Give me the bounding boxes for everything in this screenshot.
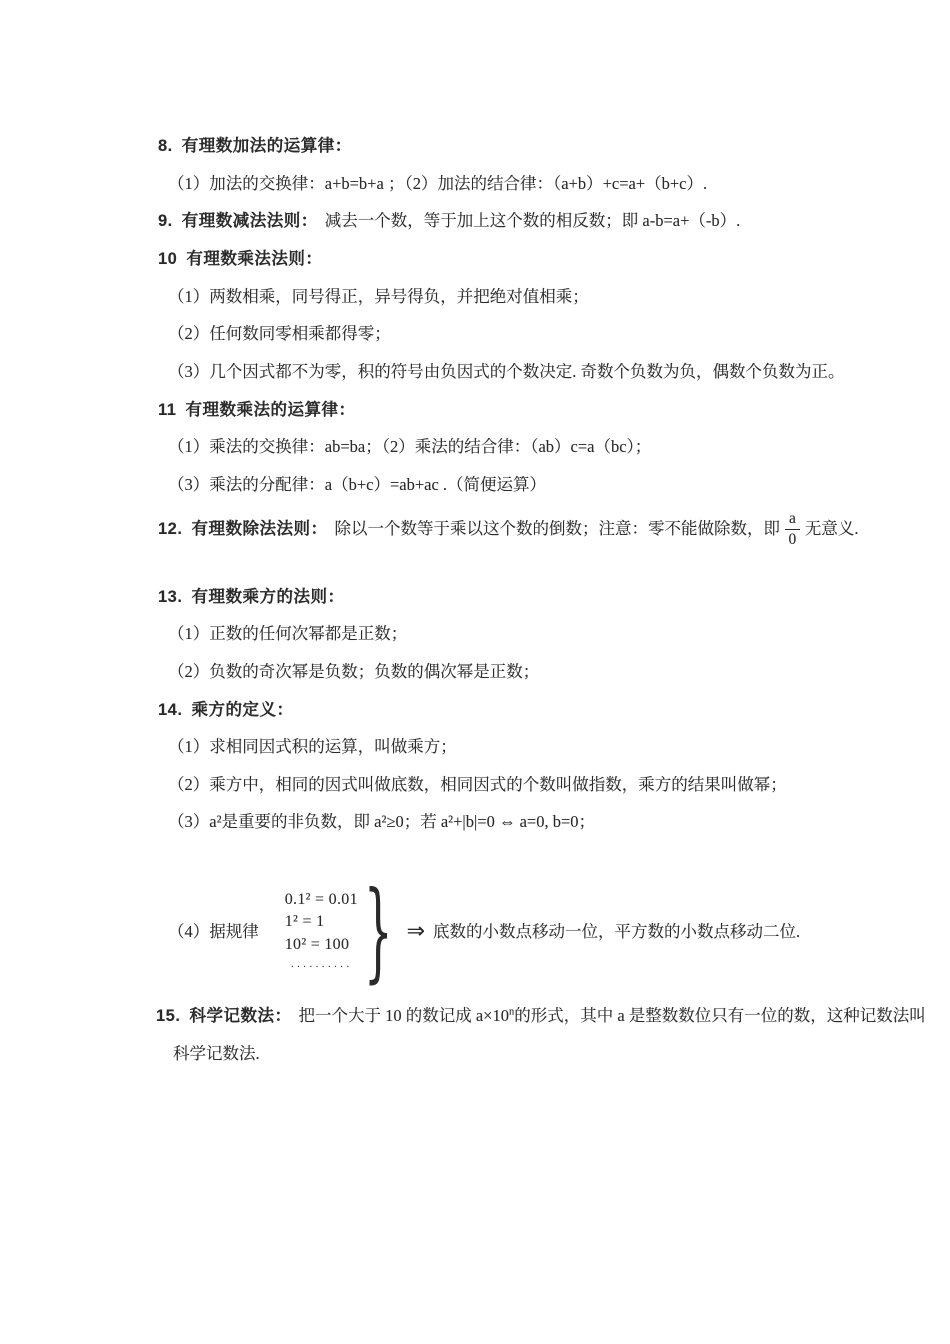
note-item-10-sub-2: [168, 324, 391, 345]
note-item-15: [156, 1006, 926, 1027]
equation-line: 10² = 100: [284, 935, 350, 953]
item-text: （2）任何数同零相乘都得零；: [168, 324, 391, 343]
item-text: 减去一个数，等于加上这个数的相反数；即 a-b=a+（-b）.: [324, 211, 741, 230]
item-heading: 有理数乘方的法则：: [191, 588, 345, 606]
item-number: 9.: [158, 212, 173, 230]
note-item-10-sub-3: [168, 362, 845, 383]
note-item-14-sub-2: [168, 775, 787, 796]
note-item-13: [158, 587, 351, 608]
item-number: 13.: [158, 588, 183, 606]
item-heading: 有理数乘法法则：: [186, 250, 323, 268]
item-number: 8.: [158, 137, 173, 155]
fraction-denominator: 0: [788, 530, 797, 548]
item-heading: 有理数减法法则：: [181, 212, 318, 230]
item-text: （3）a²是重要的非负数，即 a²≥0；若 a²+|b|=0 ⇔ a=0, b=0；: [168, 812, 596, 831]
item-text: 的形式，其中 a 是整数数位只有一位的数，这种记数法叫: [514, 1006, 926, 1025]
note-item-11: [158, 400, 362, 421]
implies-arrow-icon: ⇒: [406, 919, 426, 945]
note-item-10: [158, 249, 329, 270]
equation-line: 0.1² = 0.01: [284, 890, 358, 908]
item-number: 12.: [158, 519, 183, 538]
item-text: （1）求相同因式积的运算，叫做乘方；: [168, 737, 457, 756]
note-item-8-sub-1: [168, 174, 707, 195]
ellipsis-dots: ··········: [290, 960, 353, 973]
item-text: 把一个大于 10 的数记成 a×10: [298, 1006, 509, 1025]
item-heading: 有理数乘法的运算律：: [185, 401, 356, 419]
item-number: 10: [158, 250, 178, 268]
note-item-8: [158, 136, 359, 157]
item-heading: 有理数除法法则：: [191, 519, 328, 538]
item-number: 15.: [156, 1007, 181, 1025]
item-text: （1）加法的交换律：a+b=b+a ；（2）加法的结合律：（a+b）+c=a+（b+c）.: [168, 174, 708, 193]
note-item-12: [158, 511, 858, 547]
item-heading: 有理数加法的运算律：: [181, 137, 352, 155]
item-text: （2）负数的奇次幂是负数；负数的偶次幂是正数；: [168, 662, 540, 681]
note-item-11-sub-3: [168, 475, 546, 496]
item-label: （4）据规律: [168, 921, 259, 941]
item-text: （1）乘法的交换律：ab=ba；（2）乘法的结合律：（ab）c=a（bc）；: [168, 437, 652, 456]
note-item-14: [158, 700, 300, 721]
item-text: （3）几个因式都不为零，积的符号由负因式的个数决定. 奇数个负数为负，偶数个负数为正。: [168, 362, 845, 381]
right-brace: }: [363, 869, 393, 994]
fraction-a-over-zero: [785, 511, 800, 547]
note-item-14-sub-4: [168, 869, 801, 994]
item-heading: 乘方的定义：: [191, 701, 294, 719]
item-text: （1）正数的任何次幂都是正数；: [168, 624, 408, 643]
item-text: 科学记数法.: [173, 1044, 260, 1063]
item-conclusion: 底数的小数点移动一位，平方数的小数点移动二位.: [433, 921, 801, 941]
item-text: 无意义.: [804, 518, 859, 538]
item-text: （1）两数相乘，同号得正，异号得负，并把绝对值相乘；: [168, 287, 589, 306]
item-heading: 科学记数法：: [189, 1007, 292, 1025]
note-item-14-sub-1: [168, 737, 457, 758]
item-text: （3）乘法的分配律：a（b+c）=ab+ac .（简便运算）: [168, 475, 547, 494]
note-item-10-sub-1: [168, 287, 589, 308]
note-item-15-line-2: [173, 1044, 260, 1065]
equation-line: 1² = 1: [284, 913, 325, 931]
item-number: 11: [158, 401, 177, 419]
exponent-n: n: [508, 1006, 515, 1018]
item-number: 14.: [158, 701, 183, 719]
note-item-14-sub-3: [168, 812, 595, 833]
fraction-numerator: a: [785, 511, 800, 530]
note-item-13-sub-2: [168, 662, 539, 683]
equation-column: [285, 889, 358, 976]
note-item-13-sub-1: [168, 624, 407, 645]
item-text: （2）乘方中，相同的因式叫做底数，相同因式的个数叫做指数，乘方的结果叫做幂；: [168, 775, 787, 794]
note-item-11-sub-1: [168, 437, 651, 458]
item-text: 除以一个数等于乘以这个数的倒数；注意：零不能做除数，即: [334, 518, 780, 538]
note-item-9: [158, 211, 740, 232]
